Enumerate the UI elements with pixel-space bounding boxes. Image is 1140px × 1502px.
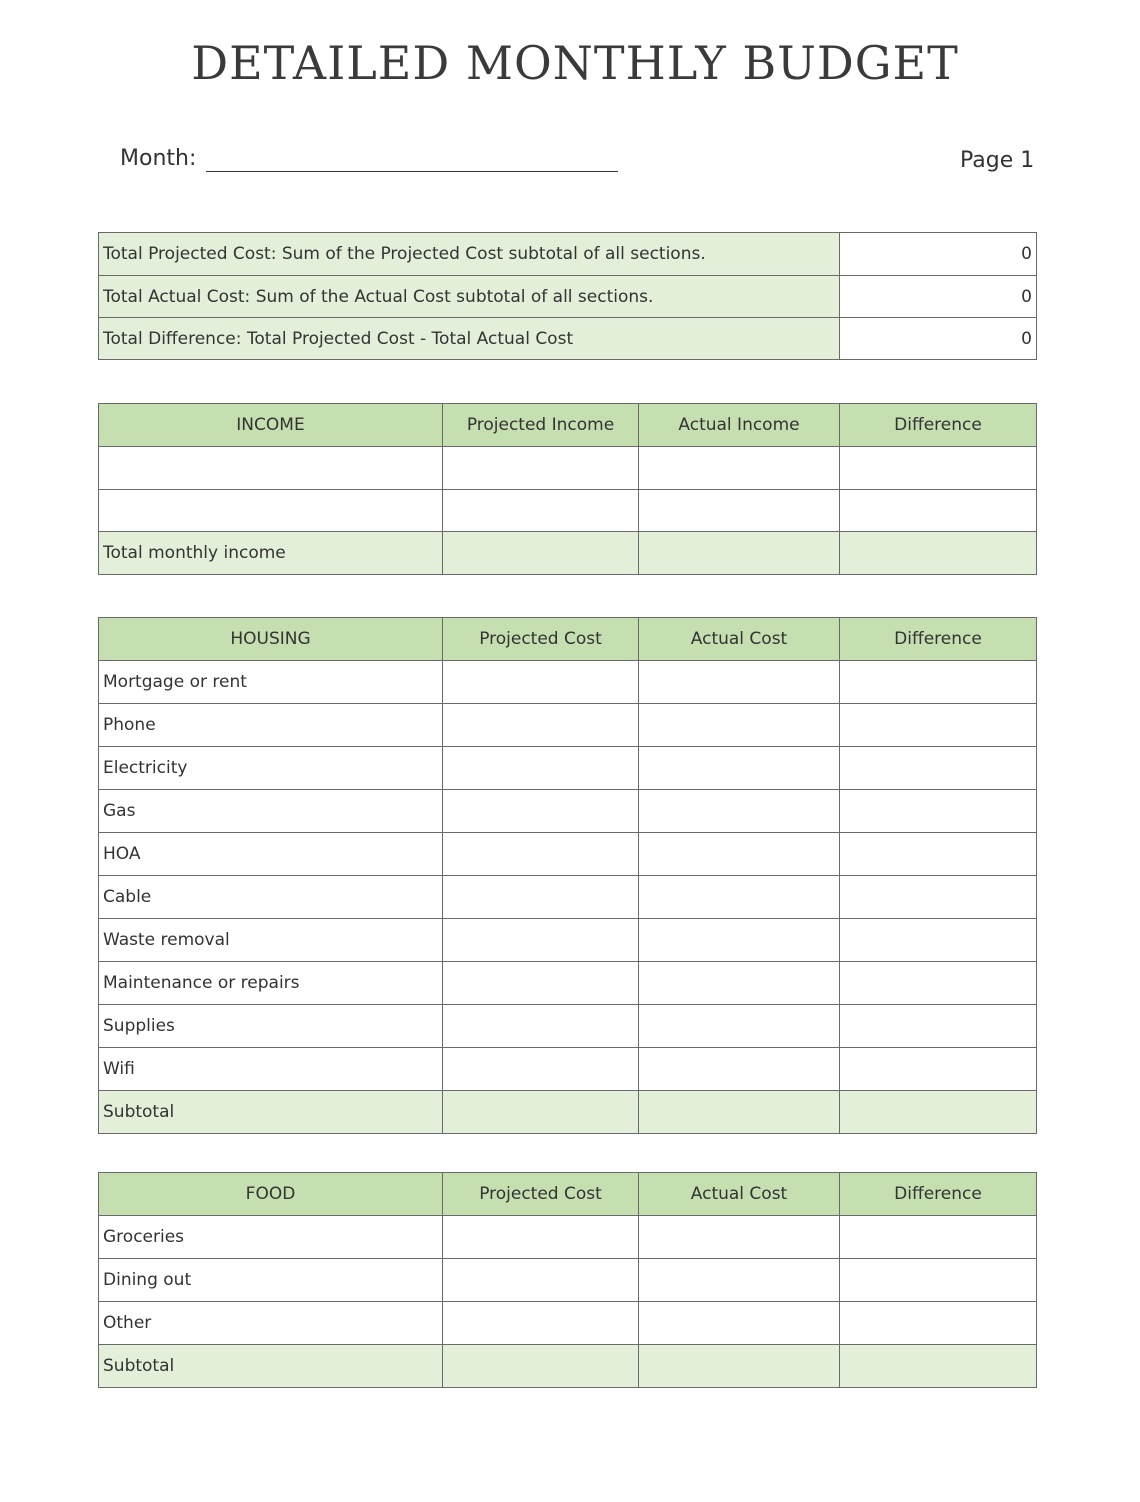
- projected-cost-cell[interactable]: [443, 919, 639, 962]
- table-row: [99, 1048, 1037, 1091]
- total-actual-income-cell[interactable]: [639, 532, 840, 575]
- income-total-row: [99, 532, 1037, 575]
- difference-cell[interactable]: [840, 661, 1037, 704]
- subtotal-projected-cell[interactable]: [443, 1345, 639, 1388]
- actual-cost-cell[interactable]: [639, 962, 840, 1005]
- subtotal-label: Subtotal: [99, 1345, 443, 1388]
- table-row: [99, 1005, 1037, 1048]
- food-projected-header: Projected Cost: [443, 1173, 639, 1216]
- subtotal-difference-cell[interactable]: [840, 1091, 1037, 1134]
- actual-cost-cell[interactable]: [639, 661, 840, 704]
- table-row: [99, 1259, 1037, 1302]
- row-label: Cable: [99, 876, 443, 919]
- table-row: [99, 833, 1037, 876]
- food-header: FOOD: [99, 1173, 443, 1216]
- projected-cost-cell[interactable]: [443, 833, 639, 876]
- actual-cost-cell[interactable]: [639, 1259, 840, 1302]
- projected-cost-cell[interactable]: [443, 876, 639, 919]
- projected-cost-cell[interactable]: [443, 1259, 639, 1302]
- income-row: [99, 490, 1037, 532]
- projected-cost-cell[interactable]: [443, 1302, 639, 1345]
- actual-cost-cell[interactable]: [639, 919, 840, 962]
- actual-income-header: Actual Income: [639, 404, 840, 447]
- total-projected-desc: Sum of the Projected Cost subtotal of all sections.: [276, 244, 706, 264]
- total-difference-label: Total Difference:: [103, 328, 242, 349]
- difference-cell[interactable]: [840, 1048, 1037, 1091]
- page-title: DETAILED MONTHLY BUDGET: [191, 36, 959, 90]
- total-difference-desc: Total Projected Cost - Total Actual Cost: [241, 328, 574, 349]
- projected-cost-cell[interactable]: [443, 1216, 639, 1259]
- difference-cell[interactable]: [840, 790, 1037, 833]
- total-projected-value[interactable]: 0: [840, 233, 1037, 276]
- food-actual-header: Actual Cost: [639, 1173, 840, 1216]
- difference-cell[interactable]: [840, 1005, 1037, 1048]
- total-difference-value[interactable]: 0: [840, 318, 1037, 360]
- housing-actual-header: Actual Cost: [639, 618, 840, 661]
- total-income-difference-cell[interactable]: [840, 532, 1037, 575]
- total-projected-income-cell[interactable]: [443, 532, 639, 575]
- difference-cell[interactable]: [840, 747, 1037, 790]
- income-source-cell[interactable]: [99, 490, 443, 532]
- table-row: [99, 919, 1037, 962]
- income-row: [99, 447, 1037, 490]
- housing-header: HOUSING: [99, 618, 443, 661]
- actual-cost-cell[interactable]: [639, 876, 840, 919]
- projected-cost-cell[interactable]: [443, 1005, 639, 1048]
- income-table: [98, 403, 1037, 575]
- row-label: Maintenance or repairs: [99, 962, 443, 1005]
- table-row: [99, 962, 1037, 1005]
- row-label: Groceries: [99, 1216, 443, 1259]
- projected-income-cell[interactable]: [443, 490, 639, 532]
- total-projected-label-cell: [99, 233, 840, 276]
- totals-table: [98, 232, 1037, 360]
- subtotal-actual-cell[interactable]: [639, 1345, 840, 1388]
- projected-cost-cell[interactable]: [443, 704, 639, 747]
- projected-income-header: Projected Income: [443, 404, 639, 447]
- subtotal-difference-cell[interactable]: [840, 1345, 1037, 1388]
- food-subtotal-row: [99, 1345, 1037, 1388]
- total-difference-label-cell: [99, 318, 840, 360]
- row-label: Supplies: [99, 1005, 443, 1048]
- housing-header-row: [99, 618, 1037, 661]
- total-actual-value[interactable]: 0: [840, 276, 1037, 318]
- total-actual-label: Total Actual Cost:: [103, 286, 251, 307]
- food-header-row: [99, 1173, 1037, 1216]
- row-label: Mortgage or rent: [99, 661, 443, 704]
- page-number: Page 1: [960, 148, 1035, 173]
- row-label: Other: [99, 1302, 443, 1345]
- actual-income-cell[interactable]: [639, 490, 840, 532]
- total-actual-label-cell: [99, 276, 840, 318]
- income-difference-cell[interactable]: [840, 490, 1037, 532]
- total-difference-row: [99, 318, 1037, 360]
- housing-projected-header: Projected Cost: [443, 618, 639, 661]
- row-label: Waste removal: [99, 919, 443, 962]
- actual-cost-cell[interactable]: [639, 1048, 840, 1091]
- difference-cell[interactable]: [840, 1216, 1037, 1259]
- month-label: Month:: [120, 146, 197, 171]
- projected-income-cell[interactable]: [443, 447, 639, 490]
- row-label: HOA: [99, 833, 443, 876]
- total-actual-row: [99, 276, 1037, 318]
- row-label: Phone: [99, 704, 443, 747]
- difference-cell[interactable]: [840, 833, 1037, 876]
- difference-cell[interactable]: [840, 962, 1037, 1005]
- actual-cost-cell[interactable]: [639, 790, 840, 833]
- row-label: Wifi: [99, 1048, 443, 1091]
- projected-cost-cell[interactable]: [443, 747, 639, 790]
- subtotal-actual-cell[interactable]: [639, 1091, 840, 1134]
- difference-cell[interactable]: [840, 876, 1037, 919]
- table-row: [99, 1302, 1037, 1345]
- projected-cost-cell[interactable]: [443, 1048, 639, 1091]
- actual-cost-cell[interactable]: [639, 1005, 840, 1048]
- total-monthly-income-label: Total monthly income: [99, 532, 443, 575]
- total-projected-row: [99, 233, 1037, 276]
- difference-cell[interactable]: [840, 1302, 1037, 1345]
- difference-cell[interactable]: [840, 1259, 1037, 1302]
- table-row: [99, 790, 1037, 833]
- total-projected-label: Total Projected Cost:: [103, 244, 277, 264]
- income-difference-header: Difference: [840, 404, 1037, 447]
- row-label: Dining out: [99, 1259, 443, 1302]
- income-header-row: [99, 404, 1037, 447]
- actual-cost-cell[interactable]: [639, 1302, 840, 1345]
- actual-cost-cell[interactable]: [639, 1216, 840, 1259]
- actual-cost-cell[interactable]: [639, 704, 840, 747]
- subtotal-label: Subtotal: [99, 1091, 443, 1134]
- difference-cell[interactable]: [840, 919, 1037, 962]
- projected-cost-cell[interactable]: [443, 790, 639, 833]
- projected-cost-cell[interactable]: [443, 962, 639, 1005]
- total-actual-desc: Sum of the Actual Cost subtotal of all sections.: [250, 286, 654, 307]
- difference-cell[interactable]: [840, 704, 1037, 747]
- table-row: [99, 747, 1037, 790]
- subtotal-projected-cell[interactable]: [443, 1091, 639, 1134]
- month-input-line[interactable]: [206, 171, 618, 172]
- food-difference-header: Difference: [840, 1173, 1037, 1216]
- table-row: [99, 704, 1037, 747]
- table-row: [99, 661, 1037, 704]
- projected-cost-cell[interactable]: [443, 661, 639, 704]
- table-row: [99, 1216, 1037, 1259]
- actual-cost-cell[interactable]: [639, 833, 840, 876]
- actual-cost-cell[interactable]: [639, 747, 840, 790]
- income-difference-cell[interactable]: [840, 447, 1037, 490]
- row-label: Electricity: [99, 747, 443, 790]
- row-label: Gas: [99, 790, 443, 833]
- housing-subtotal-row: [99, 1091, 1037, 1134]
- table-row: [99, 876, 1037, 919]
- housing-table: [98, 617, 1037, 1134]
- income-source-cell[interactable]: [99, 447, 443, 490]
- food-table: [98, 1172, 1037, 1388]
- housing-difference-header: Difference: [840, 618, 1037, 661]
- income-header: INCOME: [99, 404, 443, 447]
- actual-income-cell[interactable]: [639, 447, 840, 490]
